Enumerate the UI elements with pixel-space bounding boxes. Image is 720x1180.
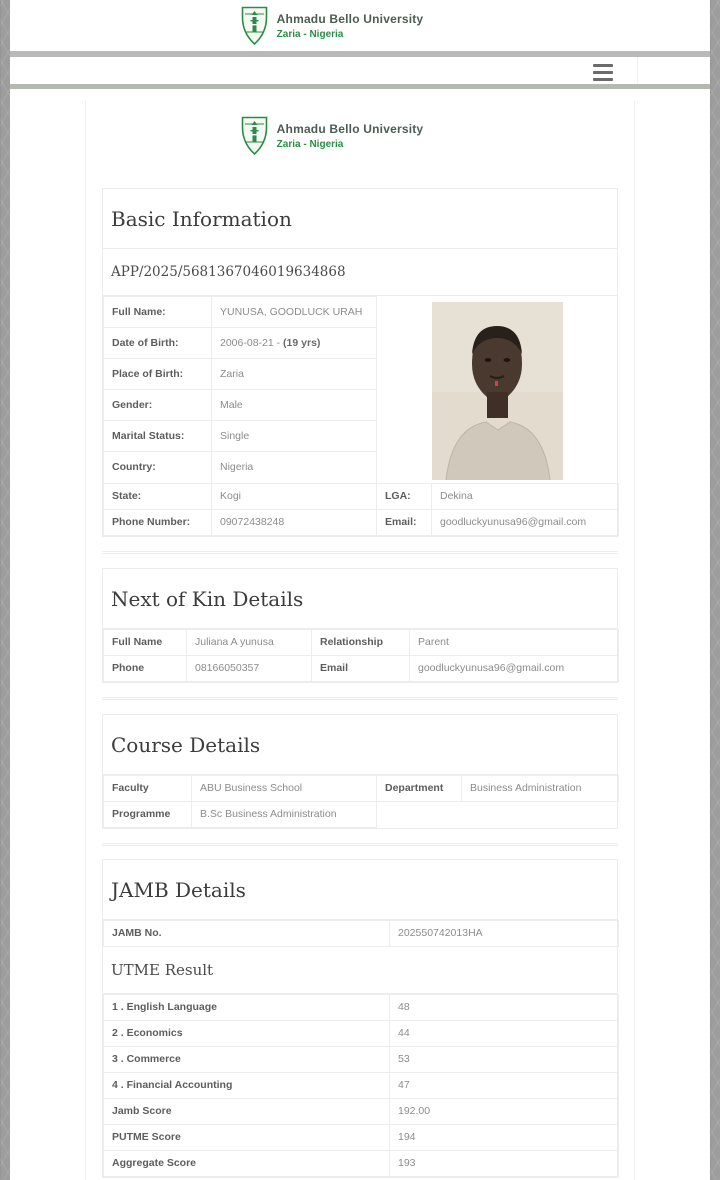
row-nok-phone-email [104, 655, 619, 681]
gender-label: Gender: [104, 390, 212, 421]
row-jamb-score [104, 1098, 619, 1124]
pob-value: Zaria [212, 359, 377, 390]
jamb-score-label: Jamb Score [104, 1098, 390, 1124]
faculty-label: Faculty [104, 775, 192, 801]
university-name: Ahmadu Bello University [276, 122, 424, 136]
putme-score-value: 194 [390, 1124, 619, 1150]
section-basic-information [102, 188, 618, 537]
subject-score: 44 [390, 1020, 619, 1046]
nok-email-value: goodluckyunusa96@gmail.com [410, 655, 619, 681]
top-header [10, 0, 710, 57]
faculty-value: ABU Business School [192, 775, 377, 801]
hamburger-menu-icon[interactable] [593, 64, 613, 81]
row-utme-subject [104, 1072, 619, 1098]
nok-full-name-label: Full Name [104, 629, 187, 655]
subject-label: 4 . Financial Accounting [104, 1072, 390, 1098]
section-separator [102, 697, 618, 700]
programme-label: Programme [104, 801, 192, 827]
header-brand [241, 6, 424, 46]
subject-label: 2 . Economics [104, 1020, 390, 1046]
subject-label: 3 . Commerce [104, 1046, 390, 1072]
card-brand-text [277, 122, 424, 150]
applicant-photo [432, 302, 563, 480]
row-jamb-no [104, 920, 619, 946]
aggregate-score-value: 193 [390, 1150, 619, 1176]
lga-value: Dekina [432, 483, 619, 509]
programme-value: B.Sc Business Administration [192, 801, 377, 827]
jamb-no-label: JAMB No. [104, 920, 390, 946]
section-jamb-details [102, 859, 618, 1178]
phone-value: 09072438248 [212, 509, 377, 535]
pob-label: Place of Birth: [104, 359, 212, 390]
utme-result-title: UTME Result [103, 947, 617, 994]
country-value: Nigeria [212, 452, 377, 483]
row-full-name [104, 297, 619, 328]
basic-info-table [103, 296, 619, 536]
section-next-of-kin [102, 568, 618, 683]
lga-label: LGA: [377, 483, 432, 509]
gender-value: Male [212, 390, 377, 421]
email-label: Email: [377, 509, 432, 535]
aggregate-score-label: Aggregate Score [104, 1150, 390, 1176]
navbar [10, 57, 710, 89]
row-state-lga [104, 483, 619, 509]
section-course-details [102, 714, 618, 829]
subject-score: 53 [390, 1046, 619, 1072]
jamb-no-value: 202550742013HA [390, 920, 619, 946]
photo-cell [377, 297, 619, 484]
department-value: Business Administration [462, 775, 619, 801]
nok-relationship-value: Parent [410, 629, 619, 655]
card-brand [102, 114, 618, 158]
section-separator [102, 551, 618, 554]
basic-information-title: Basic Information [103, 189, 617, 249]
next-of-kin-title: Next of Kin Details [103, 569, 617, 629]
phone-label: Phone Number: [104, 509, 212, 535]
nok-phone-label: Phone [104, 655, 187, 681]
dob-value: 2006-08-21 - (19 yrs) [212, 328, 377, 359]
header-brand-text [277, 12, 424, 40]
dob-age: (19 yrs) [283, 337, 321, 350]
row-putme-score [104, 1124, 619, 1150]
putme-score-label: PUTME Score [104, 1124, 390, 1150]
main-card [85, 100, 635, 1180]
course-details-title: Course Details [103, 715, 617, 775]
row-utme-subject [104, 1020, 619, 1046]
jamb-score-value: 192.00 [390, 1098, 619, 1124]
nok-phone-value: 08166050357 [187, 655, 312, 681]
card-brand-group [241, 116, 424, 156]
state-label: State: [104, 483, 212, 509]
row-utme-subject [104, 994, 619, 1020]
row-phone-email [104, 509, 619, 535]
state-value: Kogi [212, 483, 377, 509]
marital-value: Single [212, 421, 377, 452]
full-name-value: YUNUSA, GOODLUCK URAH [212, 297, 377, 328]
nok-email-label: Email [312, 655, 410, 681]
course-table [103, 775, 619, 828]
row-utme-subject [104, 1046, 619, 1072]
nok-full-name-value: Juliana A yunusa [187, 629, 312, 655]
marital-label: Marital Status: [104, 421, 212, 452]
jamb-details-title: JAMB Details [103, 860, 617, 920]
row-programme [104, 801, 619, 827]
subject-score: 48 [390, 994, 619, 1020]
country-label: Country: [104, 452, 212, 483]
next-of-kin-table [103, 629, 619, 682]
utme-result-table [103, 994, 619, 1177]
page [10, 0, 710, 1180]
dob-label: Date of Birth: [104, 328, 212, 359]
university-location: Zaria - Nigeria [276, 139, 344, 150]
row-nok-name-relationship [104, 629, 619, 655]
subject-score: 47 [390, 1072, 619, 1098]
row-faculty-department [104, 775, 619, 801]
university-location: Zaria - Nigeria [276, 28, 344, 40]
nok-relationship-label: Relationship [312, 629, 410, 655]
email-value: goodluckyunusa96@gmail.com [432, 509, 619, 535]
navbar-divider [637, 57, 638, 84]
jamb-no-table [103, 920, 619, 947]
full-name-label: Full Name: [104, 297, 212, 328]
empty-cell [377, 801, 619, 827]
abu-crest-icon [241, 6, 268, 46]
abu-crest-icon [241, 116, 268, 156]
row-aggregate-score [104, 1150, 619, 1176]
application-number: APP/2025/5681367046019634868 [103, 249, 617, 296]
section-separator [102, 843, 618, 846]
subject-label: 1 . English Language [104, 994, 390, 1020]
university-name: Ahmadu Bello University [276, 11, 424, 26]
department-label: Department [377, 775, 462, 801]
